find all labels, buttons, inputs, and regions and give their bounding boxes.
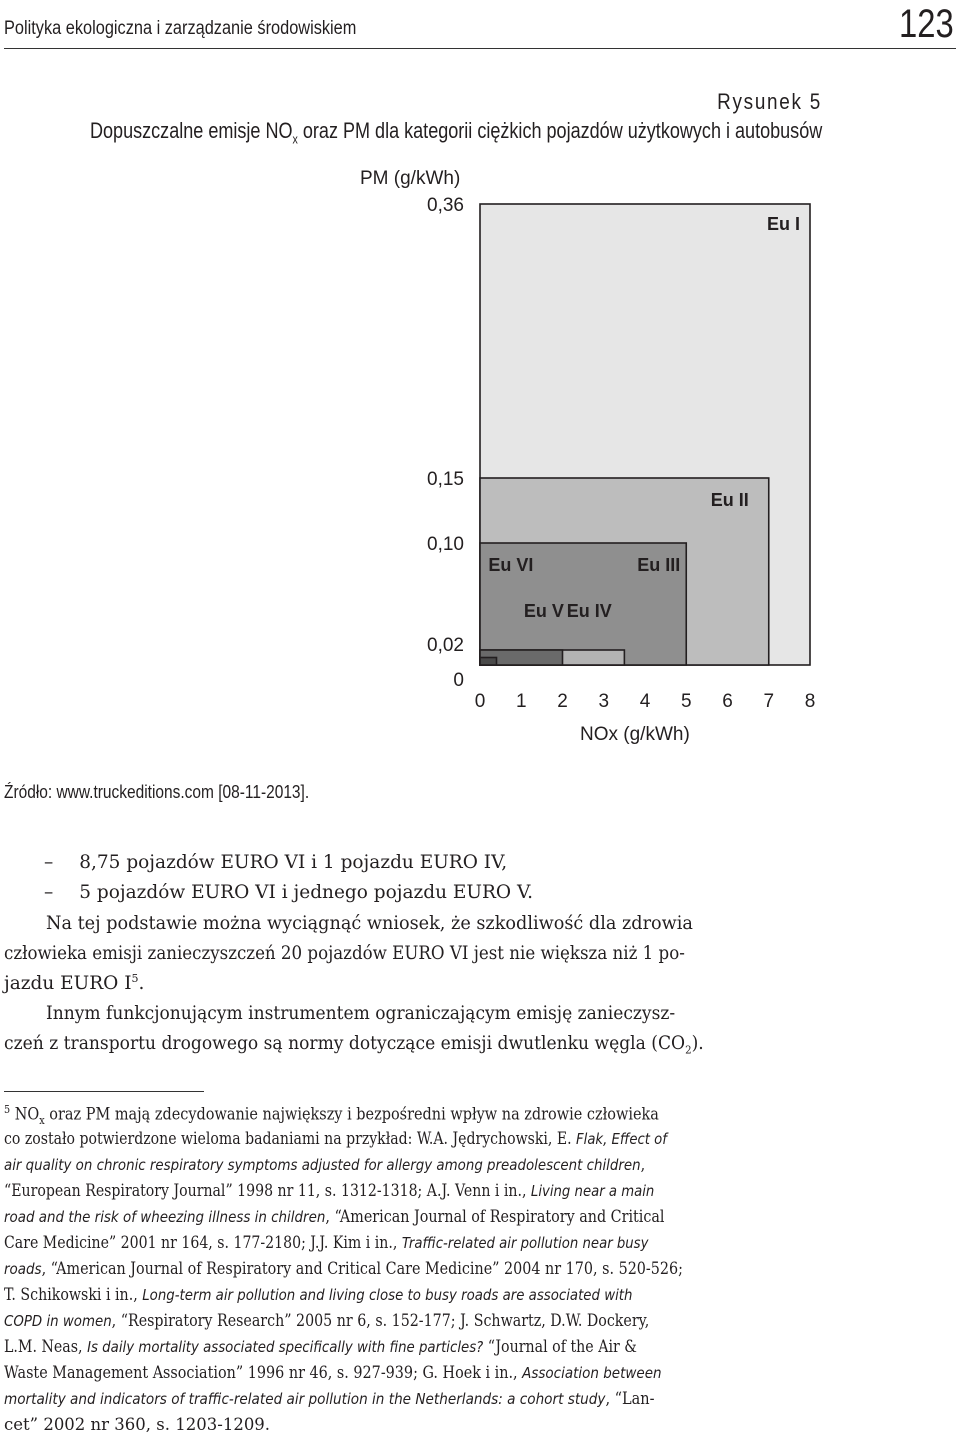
x-tick-label: 1 xyxy=(515,691,527,712)
footnote-separator xyxy=(4,1091,204,1092)
region-label: Eu IV xyxy=(566,601,612,621)
footnote-line xyxy=(4,1103,659,1127)
footnote-line xyxy=(4,1181,654,1200)
footnote-italic: Living near a main xyxy=(530,1182,655,1200)
footnote-text: NO xyxy=(10,1104,40,1124)
footnote-text: oraz PM mają zdecydowanie największy i bezpośredni wpływ na zdrowie człowieka xyxy=(44,1104,659,1124)
footnote-text: , xyxy=(640,1155,646,1174)
bullet-dash: – xyxy=(44,882,54,903)
y-tick-label: 0 xyxy=(453,670,464,691)
footnote-text: co zostało potwierdzone wieloma badaniami na przykład: W.A. Jędrychowski, E. xyxy=(4,1129,577,1148)
x-tick-label: 6 xyxy=(722,691,733,712)
y-tick-label: 0,02 xyxy=(427,635,464,656)
paragraph-text: ). xyxy=(691,1033,704,1054)
footnote-subscript: x xyxy=(39,1113,45,1127)
footnote-italic: roads xyxy=(4,1260,42,1278)
footnote-italic: mortality and indicators of traffic-related air pollution in the Netherlands: a cohort study xyxy=(4,1390,606,1408)
bullet-text: 8,75 pojazdów EURO VI i 1 pojazdu EURO IV, xyxy=(79,852,508,873)
footnote-text: cet” 2002 nr 360, s. 1203-1209. xyxy=(4,1415,271,1434)
x-tick-label: 4 xyxy=(639,691,651,712)
y-tick-label: 0,10 xyxy=(427,534,464,555)
footnote-line xyxy=(4,1233,648,1252)
chart-regions xyxy=(480,204,810,665)
figure-label: Rysunek 5 xyxy=(717,89,822,114)
footnote-italic: Is daily mortality associated specifically with fine particles? xyxy=(87,1338,484,1356)
figure-title xyxy=(90,118,822,146)
bullet-text: 5 pojazdów EURO VI i jednego pojazdu EURO V. xyxy=(79,882,533,903)
region-label: Eu V xyxy=(523,601,564,621)
footnote-line xyxy=(4,1311,649,1330)
paragraph-line xyxy=(4,972,144,994)
x-tick-label: 2 xyxy=(557,691,568,712)
figure-source: Źródło: www.truckeditions.com [08-11-2013]. xyxy=(4,782,310,802)
co2-subscript: 2 xyxy=(685,1043,692,1057)
paragraph-line: Innym funkcjonującym instrumentem ograniczającym emisję zanieczysz- xyxy=(46,1003,676,1024)
footnote-line xyxy=(4,1129,667,1148)
footnote-italic: Association between xyxy=(522,1364,662,1382)
figure-title-sub: x xyxy=(292,131,298,147)
footnote-line xyxy=(4,1207,664,1226)
x-tick-label: 3 xyxy=(598,691,610,712)
bullet-item xyxy=(44,852,507,873)
footnote-line xyxy=(4,1259,683,1278)
footnote-text: “European Respiratory Journal” 1998 nr 11, s. 1312-1318; A.J. Venn i in., xyxy=(4,1181,531,1200)
paragraph-line: człowieka emisji zanieczyszczeń 20 pojazdów EURO VI jest nie większa niż 1 po- xyxy=(4,943,685,964)
footnote-text: , “Respiratory Research” 2005 nr 6, s. 152-177; J. Schwartz, D.W. Dockery, xyxy=(111,1311,650,1330)
footnote-line xyxy=(4,1155,645,1174)
chart-x-label: NOx (g/kWh) xyxy=(580,724,690,745)
bullet-dash: – xyxy=(44,852,54,873)
y-tick-label: 0,36 xyxy=(427,195,464,216)
chart-y-ticks xyxy=(427,195,464,691)
x-tick-label: 0 xyxy=(474,691,486,712)
footnote-italic: air quality on chronic respiratory symptoms adjusted for allergy among preadolescent children xyxy=(4,1156,641,1174)
region-label: Eu II xyxy=(710,490,749,510)
footnote-italic: Long-term air pollution and living close to busy roads are associated with xyxy=(142,1286,633,1304)
figure-title-part1: Dopuszczalne emisje NO xyxy=(90,118,293,143)
x-tick-label: 8 xyxy=(804,691,816,712)
footnote-text: , “American Journal of Respiratory and Critical xyxy=(325,1207,665,1226)
chart-y-label: PM (g/kWh) xyxy=(360,168,461,189)
page-number: 123 xyxy=(899,2,954,46)
footnote-text: L.M. Neas, xyxy=(4,1337,88,1356)
running-head xyxy=(4,2,956,49)
journal-name: Polityka ekologiczna i zarządzanie środowiskiem xyxy=(4,18,357,39)
footnote-line xyxy=(4,1337,637,1356)
paragraph-line: Na tej podstawie można wyciągnąć wniosek, że szkodliwość dla zdrowia xyxy=(46,913,693,934)
y-tick-label: 0,15 xyxy=(427,469,464,490)
footnote-text: , “Lan- xyxy=(605,1389,655,1408)
footnote-italic: COPD in women xyxy=(4,1312,112,1330)
footnote-text: T. Schikowski i in., xyxy=(4,1285,143,1304)
region-label: Eu VI xyxy=(488,555,534,575)
region-label: Eu III xyxy=(637,555,681,575)
footnote-line xyxy=(4,1363,662,1382)
figure-title-part2: oraz PM dla kategorii ciężkich pojazdów użytkowych i autobusów xyxy=(297,118,823,143)
footnote-text: Waste Management Association” 1996 nr 46, s. 927-939; G. Hoek i in., xyxy=(4,1363,523,1382)
footnote-line xyxy=(4,1285,632,1304)
footnote-ref: 5 xyxy=(131,972,139,985)
paragraph-text: . xyxy=(138,973,145,995)
bullet-item xyxy=(44,882,533,903)
paragraph-text: jazdu EURO I xyxy=(4,973,132,995)
footnote-line xyxy=(4,1415,270,1434)
region-label: Eu I xyxy=(766,214,800,234)
region-eu-vi xyxy=(480,658,497,666)
footnote-text: , “American Journal of Respiratory and Critical Care Medicine” 2004 nr 170, s. 520-526; xyxy=(41,1259,683,1278)
x-tick-label: 7 xyxy=(763,691,775,712)
emissions-chart xyxy=(340,160,830,760)
paragraph-line xyxy=(4,1033,704,1057)
footnote-line xyxy=(4,1389,654,1408)
footnote-italic: Flak, Effect of xyxy=(576,1130,667,1148)
footnote-italic: Traffic-related air pollution near busy xyxy=(401,1234,649,1252)
footnote-mark: 5 xyxy=(4,1103,11,1116)
footnote-text: “Journal of the Air & xyxy=(483,1337,637,1356)
chart-x-ticks xyxy=(475,691,816,712)
x-tick-label: 5 xyxy=(680,691,692,712)
paragraph-text: czeń z transportu drogowego są normy dotyczące emisji dwutlenku węgla (CO xyxy=(4,1033,686,1054)
footnote-italic: road and the risk of wheezing illness in children xyxy=(4,1208,326,1226)
footnote-text: Care Medicine” 2001 nr 164, s. 177-2180; J.J. Kim i in., xyxy=(4,1233,402,1252)
